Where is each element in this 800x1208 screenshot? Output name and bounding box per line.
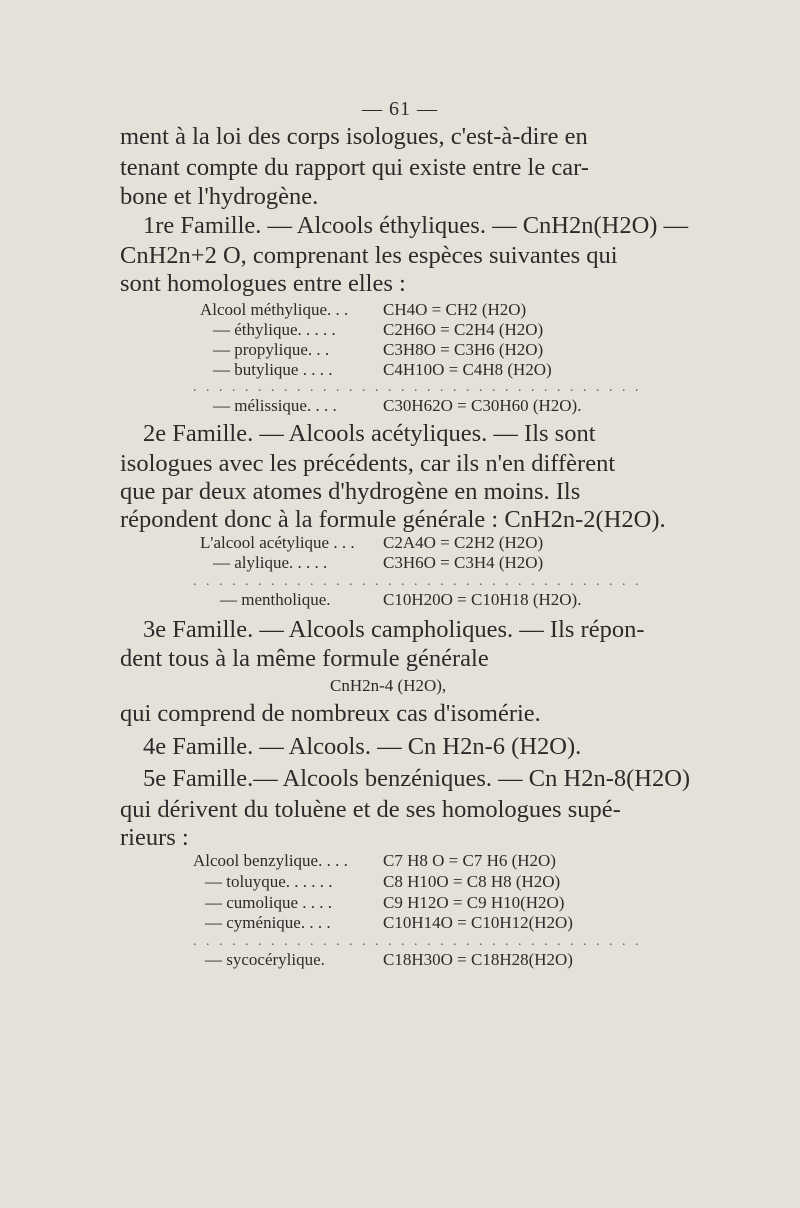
- famille5-line-2: qui dérivent du toluène et de ses homologues supé-: [120, 796, 621, 823]
- intro-line-3: bone et l'hydrogène.: [120, 183, 319, 210]
- intro-line-1: ment à la loi des corps isologues, c'est-à-dire en: [120, 123, 588, 150]
- table3-row-formula: C7 H8 O = C7 H6 (H2O): [383, 851, 556, 870]
- famille3-heading: 3e Famille. — Alcools campholiques. — Ils répon-: [143, 616, 645, 643]
- table1-row-formula: CH4O = CH2 (H2O): [383, 300, 527, 319]
- famille2-line-2: isologues avec les précédents, car ils n'en diffèrent: [120, 450, 616, 477]
- dotted-leader: . . . . . . . . . . . . . . . . . . . . . . . . . . . . . . . . . . .: [193, 934, 642, 949]
- table3-row-name: Alcool benzylique. . . .: [193, 851, 348, 870]
- table1-row-formula: C30H62O = C30H60 (H2O).: [383, 396, 582, 415]
- table3-row-formula: C18H30O = C18H28(H2O): [383, 950, 573, 969]
- table1-row-name: — éthylique. . . . .: [213, 320, 336, 339]
- table1-row-formula: C3H8O = C3H6 (H2O): [383, 340, 544, 359]
- table1-row-name: — propylique. . .: [213, 340, 330, 359]
- table3-row-name: — sycocérylique.: [205, 950, 325, 969]
- table2-row-name: — alylique. . . . .: [213, 553, 328, 572]
- famille1-line-2: CnH2n+2 O, comprenant les espèces suivantes qui: [120, 242, 618, 269]
- famille2-line-4: répondent donc à la formule générale : CnH2n-2(H2O).: [120, 506, 666, 533]
- table1-row-formula: C2H6O = C2H4 (H2O): [383, 320, 544, 339]
- table3-row-name: — cyménique. . . .: [205, 913, 331, 932]
- famille2-line-3: que par deux atomes d'hydrogène en moins. Ils: [120, 478, 581, 505]
- table3-row-name: — cumolique . . . .: [205, 893, 333, 912]
- table2-row-formula: C2A4O = C2H2 (H2O): [383, 533, 544, 552]
- famille3-formula: CnH2n-4 (H2O),: [330, 676, 447, 695]
- famille3-line-3: qui comprend de nombreux cas d'isomérie.: [120, 700, 541, 727]
- table1-row-name: — mélissique. . . .: [213, 396, 337, 415]
- table3-row-name: — toluyque. . . . . .: [205, 872, 333, 891]
- table3-row-formula: C9 H12O = C9 H10(H2O): [383, 893, 565, 912]
- dotted-leader: . . . . . . . . . . . . . . . . . . . . . . . . . . . . . . . . . . .: [193, 380, 642, 395]
- table1-row-name: — butylique . . . .: [213, 360, 333, 379]
- famille1-heading: 1re Famille. — Alcools éthyliques. — CnH2n(H2O) —: [143, 212, 689, 239]
- table2-row-name: L'alcool acétylique . . .: [200, 533, 355, 552]
- famille3-line-2: dent tous à la même formule générale: [120, 645, 489, 672]
- table1-row-name: Alcool méthylique. . .: [200, 300, 349, 319]
- page-number: — 61 —: [362, 98, 438, 120]
- table3-row-formula: C8 H10O = C8 H8 (H2O): [383, 872, 561, 891]
- table3-row-formula: C10H14O = C10H12(H2O): [383, 913, 573, 932]
- famille1-line-3: sont homologues entre elles :: [120, 270, 406, 297]
- table2-row-name: — mentholique.: [220, 590, 331, 609]
- table2-row-formula: C10H20O = C10H18 (H2O).: [383, 590, 582, 609]
- dotted-leader: . . . . . . . . . . . . . . . . . . . . . . . . . . . . . . . . . . .: [193, 574, 642, 589]
- famille5-line-3: rieurs :: [120, 824, 189, 851]
- table1-row-formula: C4H10O = C4H8 (H2O): [383, 360, 552, 379]
- table2-row-formula: C3H6O = C3H4 (H2O): [383, 553, 544, 572]
- famille2-heading: 2e Famille. — Alcools acétyliques. — Ils sont: [143, 420, 596, 447]
- intro-line-2: tenant compte du rapport qui existe entre le car-: [120, 154, 589, 181]
- famille4-heading: 4e Famille. — Alcools. — Cn H2n-6 (H2O).: [143, 733, 582, 760]
- famille5-heading: 5e Famille.— Alcools benzéniques. — Cn H2n-8(H2O): [143, 765, 691, 792]
